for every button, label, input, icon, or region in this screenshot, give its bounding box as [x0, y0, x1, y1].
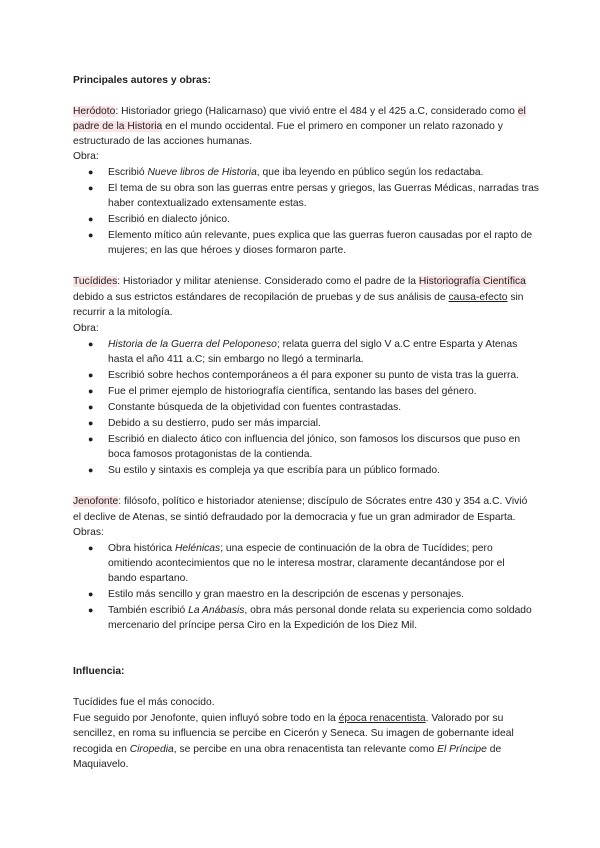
bullet-icon: ●	[88, 339, 94, 349]
jenofonte-name: Jenofonte	[73, 496, 119, 507]
bullet-icon: ●	[88, 183, 94, 193]
text: de	[486, 744, 502, 755]
book-title: Nueve libros de Historia	[147, 167, 257, 178]
bullet-icon: ●	[88, 386, 94, 396]
tucidides-bullet-5: Debido a su destierro, pudo ser más imparcial.	[108, 418, 321, 429]
herodoto-highlight: el	[517, 106, 526, 117]
tucidides-text: debido a sus estrictos estándares de recopilación de pruebas y de sus análisis de	[73, 292, 449, 303]
tucidides-bullet-7: Su estilo y sintaxis es compleja ya que escribía para un público formado.	[108, 465, 440, 476]
jenofonte-bullet-1-line-2: omitiendo acontecimientos que no le interesa mostrar, claramente decantándose por el	[108, 558, 505, 569]
jenofonte-bullet-3-line-1	[108, 603, 532, 618]
epoca-renacentista-underlined: época renacentista	[338, 713, 426, 724]
herodoto-bullet-4-line-2: mujeres; en las que héroes y dioses formaron parte.	[108, 245, 347, 256]
herodoto-intro-line-2	[73, 119, 503, 134]
text: ; relata guerra del siglo V a.C entre Esparta y Atenas	[276, 339, 518, 350]
tucidides-obra-label: Obra:	[73, 323, 99, 334]
jenofonte-intro-line-2: el declive de Atenas, se sintió defraudado por la democracia y fue un gran admirador de Esparta.	[73, 512, 516, 523]
causa-efecto-underlined: causa-efecto	[448, 292, 508, 303]
bullet-icon: ●	[88, 434, 94, 444]
tucidides-bullet-4: Constante búsqueda de la objetividad con fuentes contrastadas.	[108, 402, 402, 413]
tucidides-name: Tucídides	[73, 276, 118, 287]
bullet-icon: ●	[88, 465, 94, 475]
jenofonte-obra-label: Obras:	[73, 527, 104, 538]
tucidides-bullet-2: Escribió sobre hechos contemporáneos a él para exponer su punto de vista tras la guerra.	[108, 370, 519, 381]
text: Obra histórica	[108, 543, 175, 554]
jenofonte-bullet-2: Estilo más sencillo y gran maestro en la descripción de escenas y personajes.	[108, 589, 464, 600]
book-title: Helénicas	[174, 543, 221, 554]
influencia-line-3: sencillez, en roma su influencia se percibe en Cicerón y Seneca. Su imagen de gobernante ideal	[73, 728, 514, 739]
padre-historia-highlight: padre de la Historia	[73, 121, 163, 132]
jenofonte-bullet-1-line-1	[108, 541, 493, 556]
text: , que iba leyendo en público según los redactaba.	[256, 167, 484, 178]
tucidides-intro-line-1	[73, 274, 526, 289]
book-title: La Anábasis	[188, 605, 245, 616]
text: recogida en	[73, 744, 130, 755]
herodoto-bullet-2-line-1: El tema de su obra son las guerras entre persas y griegos, las Guerras Médicas, narradas tras	[108, 183, 539, 194]
herodoto-bullet-2-line-2: haber contextualizado extensamente estas.	[108, 198, 307, 209]
tucidides-intro-line-3: recurrir a la mitología.	[73, 307, 173, 318]
jenofonte-text: : filósofo, político e historiador ateniense; discípulo de Sócrates entre 430 y 354 a.C. Vivió	[118, 496, 528, 507]
bullet-icon: ●	[88, 543, 94, 553]
herodoto-name: Heródoto	[73, 106, 116, 117]
section-title-autores: Principales autores y obras:	[73, 75, 211, 86]
text: También escribió	[108, 605, 189, 616]
text: . Valorado por su	[425, 713, 504, 724]
herodoto-text: en el mundo occidental. Fue el primero en componer un relato razonado y	[162, 121, 503, 132]
bullet-icon: ●	[88, 418, 94, 428]
herodoto-obra-label: Obra:	[73, 151, 99, 162]
text: ; una especie de continuación de la obra de Tucídides; pero	[220, 543, 493, 554]
influencia-line-5: Maquiavelo.	[73, 759, 129, 770]
bullet-icon: ●	[88, 214, 94, 224]
herodoto-intro-line-3: estructurado de las acciones humanas.	[73, 136, 253, 147]
bullet-icon: ●	[88, 402, 94, 412]
text: , se percibe en una obra renacentista tan relevante como	[173, 744, 438, 755]
tucidides-text: : Historiador y militar ateniense. Considerado como el padre de la	[117, 276, 419, 287]
tucidides-text: sin	[507, 292, 524, 303]
herodoto-intro-line-1	[73, 104, 526, 119]
bullet-icon: ●	[88, 589, 94, 599]
tucidides-bullet-6-line-2: boca famosos protagonistas de la contienda.	[108, 449, 313, 460]
book-title: Ciropedia	[129, 744, 174, 755]
influencia-line-4	[73, 742, 501, 757]
herodoto-bullet-1	[108, 165, 484, 180]
tucidides-bullet-6-line-1: Escribió en dialecto ático con influencia del jónico, son famosos los discursos que puso en	[108, 434, 521, 445]
book-title: Historia de la Guerra del Peloponeso	[108, 339, 277, 350]
herodoto-text: : Historiador griego (Halicarnaso) que vivió entre el 484 y el 425 a.C, considerado como	[115, 106, 518, 117]
text: Escribió	[108, 167, 148, 178]
influencia-line-1: Tucídides fue el más conocido.	[73, 697, 215, 708]
bullet-icon: ●	[88, 370, 94, 380]
tucidides-bullet-1-line-2: hasta el año 411 a.C; sin embargo no llegó a terminarla.	[108, 354, 364, 365]
influencia-line-2	[73, 711, 503, 726]
herodoto-bullet-3: Escribió en dialecto jónico.	[108, 214, 230, 225]
text: , obra más personal donde relata su experiencia como soldado	[244, 605, 532, 616]
section-title-influencia: Influencia:	[73, 666, 125, 677]
historiografia-highlight: Historiografía Científica	[418, 276, 526, 287]
book-title: El Príncipe	[437, 744, 487, 755]
bullet-icon: ●	[88, 230, 94, 240]
tucidides-intro-line-2	[73, 290, 524, 305]
jenofonte-bullet-3-line-2: mercenario del príncipe persa Ciro en la Expedición de los Diez Mil.	[108, 620, 418, 631]
tucidides-bullet-3: Fue el primer ejemplo de historiografía científica, sentando las bases del género.	[108, 386, 477, 397]
tucidides-bullet-1-line-1	[108, 337, 517, 352]
jenofonte-intro-line-1	[73, 494, 527, 509]
text: Fue seguido por Jenofonte, quien influyó sobre todo en la	[73, 713, 339, 724]
bullet-icon: ●	[88, 167, 94, 177]
bullet-icon: ●	[88, 605, 94, 615]
jenofonte-bullet-1-line-3: bando espartano.	[108, 573, 189, 584]
herodoto-bullet-4-line-1: Elemento mítico aún relevante, pues explica que las guerras fueron causadas por el rapto de	[108, 230, 533, 241]
